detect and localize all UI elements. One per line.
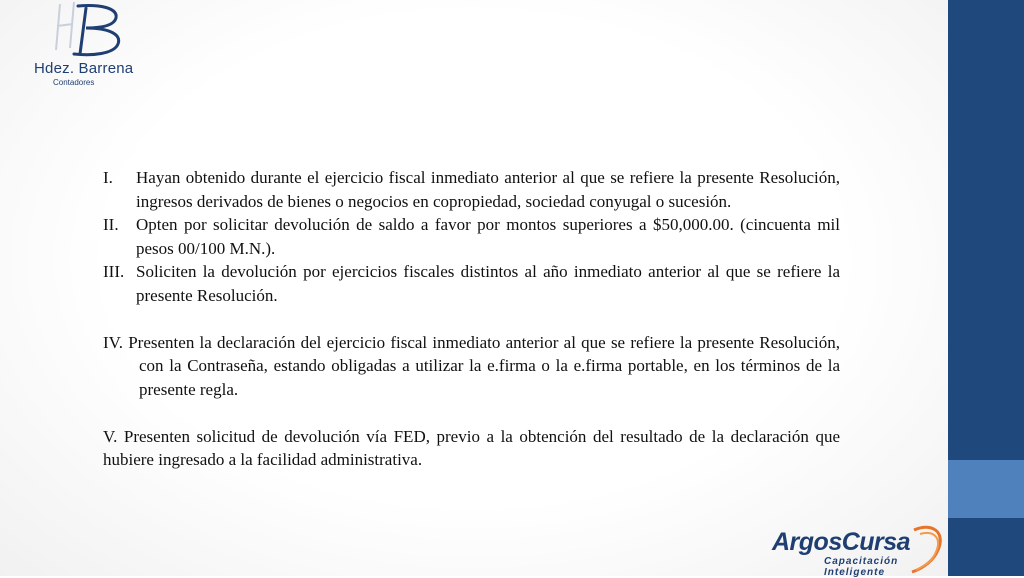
requirements-list [103,166,840,472]
logo-hdez-barrena [30,0,140,92]
right-decorative-band [948,0,1024,576]
logo-name: Hdez. Barrena [34,60,134,77]
spacer [103,307,840,331]
logo-subtitle: Contadores [53,78,95,87]
list-item-iii [103,260,840,307]
item-number: III. [103,262,125,281]
item-text: Opten por solicitar devolución de saldo a favor por montos superiores a $50,000.00. (cincuenta mil pesos 00/100 M.N.). [136,215,840,258]
item-text: Hayan obtenido durante el ejercicio fiscal inmediato anterior al que se refiere la presente Resolución, ingresos derivados de bienes o negocios en copropiedad, sociedad conyugal o sucesión. [136,168,840,211]
list-item-ii [103,213,840,260]
spacer [103,401,840,425]
logo-tagline-1: Capacitación [824,556,899,567]
item-text: IV. Presenten la declaración del ejercicio fiscal inmediato anterior al que se refiere la presente Resolución, con la Contraseña, estando obligadas a utilizar la e.firma o la e.firma portable, en los términos de la presente regla. [103,332,840,399]
list-item-i [103,166,840,213]
logo-brand: ArgosCursa [772,528,911,556]
hb-monogram-icon [30,0,140,62]
item-number: II. [103,215,119,234]
item-text: V. Presenten solicitud de devolución vía FED, previo a la obtención del resultado de la declaración que hubiere ingresado a la facilidad administrativa. [103,426,840,469]
logo-argoscursa [772,520,946,576]
list-item-v [103,425,840,472]
logo-tagline-2: Inteligente [824,567,886,578]
item-text: Soliciten la devolución por ejercicios fiscales distintos al año inmediato anterior al que se refiere la presente Resolución. [136,262,840,305]
item-number: I. [103,168,113,187]
band-accent-block [948,460,1024,518]
orange-swoosh-icon [908,520,948,576]
list-item-iv [103,331,840,402]
band-bottom-block [948,518,1024,576]
